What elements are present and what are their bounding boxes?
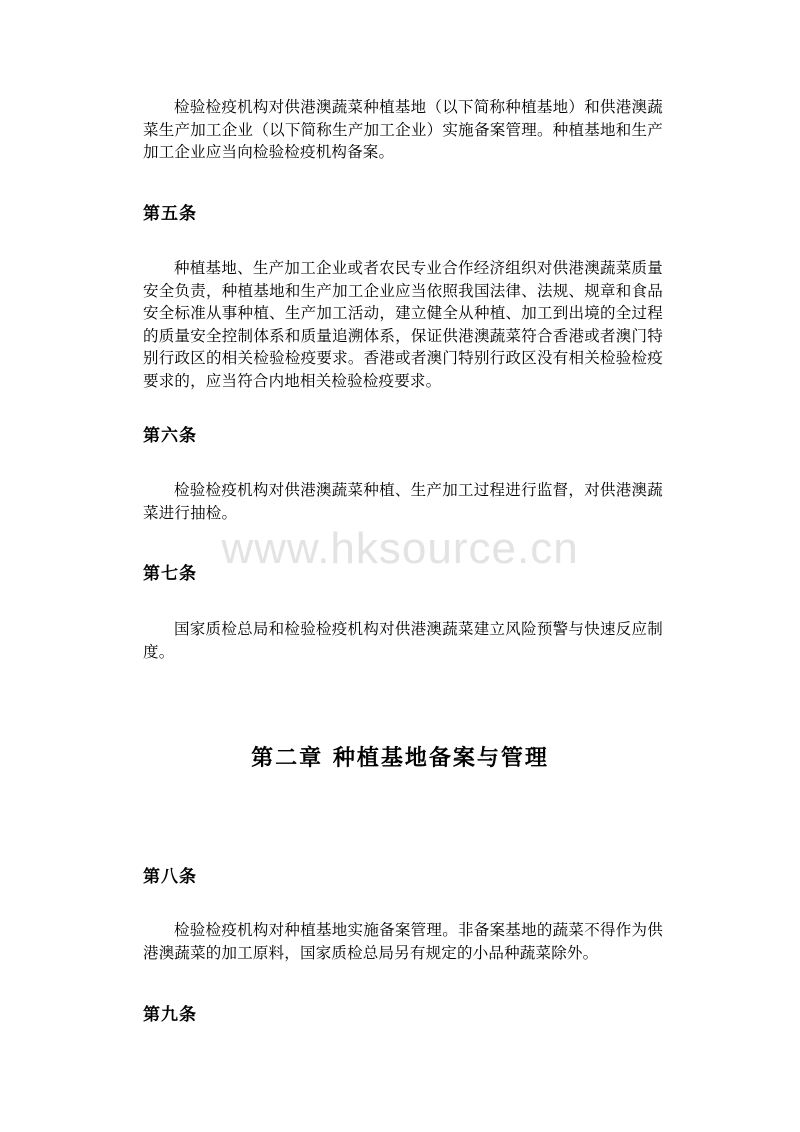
article-9-heading: 第九条 <box>143 1005 197 1025</box>
paragraph-article-8: 检验检疫机构对种植基地实施备案管理。非备案基地的蔬菜不得作为供港澳蔬菜的加工原料，国家质检总局另有规定的小品种蔬菜除外。 <box>143 921 663 962</box>
paragraph-article-7: 国家质检总局和检验检疫机构对供港澳蔬菜建立风险预警与快速反应制度。 <box>143 620 663 661</box>
article-7-heading: 第七条 <box>143 564 197 584</box>
article-8-heading: 第八条 <box>143 867 197 887</box>
article-5-heading: 第五条 <box>143 204 197 224</box>
chapter-2-title: 第二章 种植基地备案与管理 <box>251 745 549 771</box>
paragraph-intro-filing-management: 检验检疫机构对供港澳蔬菜种植基地（以下简称种植基地）和供港澳蔬菜生产加工企业（以下简称生产加工企业）实施备案管理。种植基地和生产加工企业应当向检验检疫机构备案。 <box>143 98 663 162</box>
article-6-heading: 第六条 <box>143 426 197 446</box>
watermark-text: www.hksource.cn <box>221 524 579 573</box>
paragraph-article-6: 检验检疫机构对供港澳蔬菜种植、生产加工过程进行监督，对供港澳蔬菜进行抽检。 <box>143 481 663 522</box>
paragraph-article-5: 种植基地、生产加工企业或者农民专业合作经济组织对供港澳蔬菜质量安全负责，种植基地和生产加工企业应当依照我国法律、法规、规章和食品安全标准从事种植、生产加工活动，建立健全从种植、加工到出境的全过程的质量安全控制体系和质量追溯体系，保证供港澳蔬菜符合香港或者澳门特别行政区的相关检验检疫要求。香港或者澳门特别行政区没有相关检验检疫要求的，应当符合内地相关检验检疫要求。 <box>143 259 663 390</box>
